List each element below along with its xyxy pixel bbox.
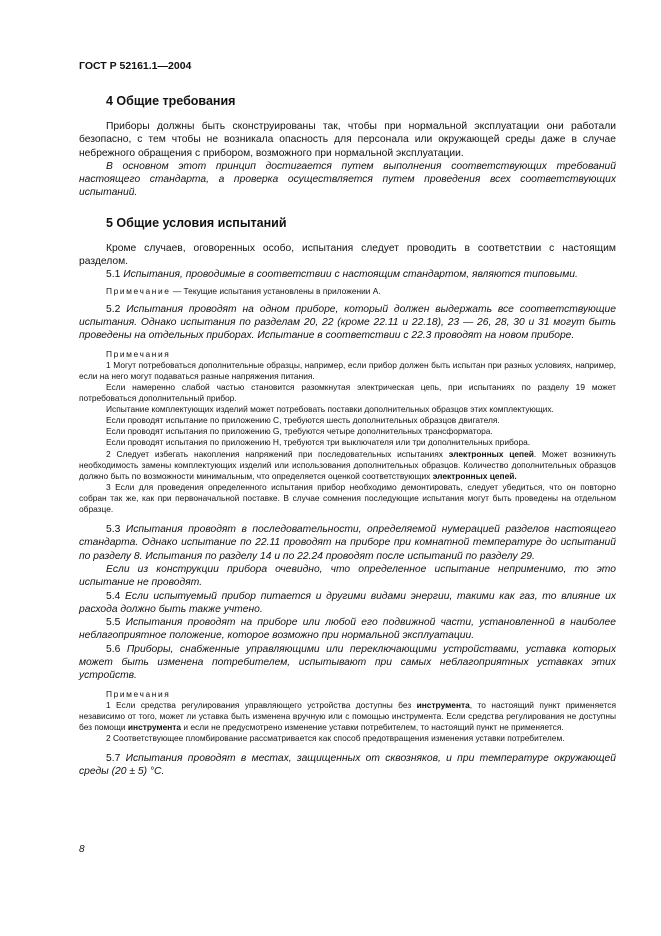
note-text: — Текущие испытания установлены в приложении А. (172, 285, 381, 296)
clause-text: Если испытуемый прибор питается и другими видами энергии, такими как газ, то влияние их расхода должно быть также учтено. (79, 590, 616, 615)
defined-term: электронных цепей. (432, 470, 517, 481)
clause-5-3-paragraph: Если из конструкции прибора очевидно, что определенное испытание неприменимо, то это испытание не проводят. (79, 563, 616, 589)
clause-number: 5.7 (106, 753, 121, 765)
note-3: 3 Если для проведения определенного испытания прибор необходимо демонтировать, следует убедиться, что он повторно собран так же, как при первоначальной поставке. В случае сомнения последующие испытания могут быть проведены на отдельном образце. (79, 481, 616, 514)
clause-5-2 (79, 303, 616, 343)
clause-text: Приборы, снабженные управляющими или переключающими устройствами, уставка которых может быть изменена потребителем, испытывают при самых неблагоприятных уставках этих устройств. (79, 643, 616, 682)
notes-label: Примечания (106, 688, 171, 699)
clause-number: 5.6 (106, 643, 121, 655)
page-number: 8 (79, 844, 85, 855)
clause-number: 5.2 (106, 303, 121, 315)
clause-number: 5.1 (106, 269, 121, 281)
clause-text: Испытания проводят на одном приборе, который должен выдержать все соответствующие испытания. Однако испытания по разделам 20, 22 (кроме 22.11 и 22.18), 23 — 26, 28, 30 и 31 могут быть проведены на отдельных приборах. Испытание в соответствии с 22.3 проводят на новом приборе. (79, 303, 616, 342)
note-text: . Может возникнуть необходимость замены комплектующих изделий или использования дополнительных образцов. Количество дополнительных образцов должно быть по возможности минимальным, что определяется оценкой соответствующих (79, 448, 617, 481)
clause-5-6 (79, 643, 616, 683)
defined-term: инструмента (416, 699, 470, 710)
note-text: 2 Следует избегать накопления напряжений при последовательных испытаниях (106, 448, 449, 459)
note-1-paragraph: Если проводят испытание по приложению С, требуются шесть дополнительных образцов двигателя. (106, 415, 500, 426)
note-1-paragraph: Если намеренно слабой частью становится разомкнутая электрическая цепь, при испытаниях по разделу 19 может потребоваться дополнительный прибор. (79, 381, 616, 404)
note-1: 1 Могут потребоваться дополнительные образцы, например, если прибор должен быть испытан при разных условиях, например, если на него могут подаваться разные напряжения питания. (79, 359, 616, 381)
section-4-title: 4 Общие требования (106, 94, 236, 108)
clause-number: 5.4 (106, 590, 121, 602)
section-4-paragraph-italic: В основном этот принцип достигается путем выполнения соответствующих требований настоящего стандарта, а проверка осуществляется путем проведения всех соответствующих испытаний. (79, 160, 616, 199)
note-1-paragraph: Если проводят испытания по приложению Н, требуются три выключателя или три дополнительных прибора. (106, 437, 531, 448)
note-text: , то настоящий пункт применяется независимо от того, может ли уставка быть изменена вручную или с помощью инструмента. Если средства регулирования не доступны без помощи (79, 699, 616, 732)
note-text: 1 Если средства регулирования управляющего устройства доступны без (106, 699, 417, 710)
defined-term: электронных цепей (448, 448, 534, 459)
clause-5-5 (79, 616, 616, 643)
document-id: ГОСТ Р 52161.1—2004 (79, 60, 192, 72)
clause-text: Испытания проводят в последовательности, определяемой нумерацией разделов настоящего стандарта. Однако испытание по 22.11 проводят на приборе при комнатной температуре до испытаний по разделу 8. Испытания по разделу 14 и по 22.24 проводят после испытаний по разделу 29. (79, 524, 616, 562)
note-2: 2 Соответствующее пломбирование рассматривается как способ предотвращения изменения уставки потребителем. (106, 733, 565, 743)
section-5-title: 5 Общие условия испытаний (106, 215, 287, 230)
note-label: Примечание (106, 285, 171, 296)
clause-text: Испытания проводят в местах, защищенных от сквозняков, и при температуре окружающей среды (20 ± 5) °С. (79, 753, 616, 778)
clause-5-4 (79, 590, 616, 617)
note-5-1 (79, 286, 616, 297)
notes-label: Примечания (106, 348, 171, 359)
clause-number: 5.3 (106, 524, 121, 536)
defined-term: инструмента (127, 721, 182, 732)
clause-5-3 (79, 523, 616, 563)
section-5-intro: Кроме случаев, оговоренных особо, испытания следует проводить в соответствии с настоящим разделом. (79, 242, 616, 268)
note-1-paragraph: Если проводят испытания по приложению G, требуются четыре дополнительных трансформатора. (106, 426, 493, 437)
clause-5-7 (79, 752, 616, 779)
note-2 (79, 449, 616, 482)
clause-text: Испытания, проводимые в соответствии с настоящим стандартом, являются типовыми. (123, 269, 578, 281)
note-1-paragraph: Испытание комплектующих изделий может потребовать поставки дополнительных образцов этих комплектующих. (106, 404, 554, 415)
page-content (79, 94, 616, 779)
note-text: и если не предусмотрено изменение уставки потребителем, то настоящий пункт не применяется. (181, 721, 564, 732)
note-1 (79, 700, 616, 733)
clause-number: 5.5 (106, 617, 121, 629)
clause-text: Испытания проводят на приборе или любой его подвижной части, установленной в наиболее неблагоприятное положение, которое возможно при нормальной эксплуатации. (79, 617, 616, 642)
clause-5-1 (79, 268, 616, 281)
section-4-paragraph: Приборы должны быть сконструированы так, чтобы при нормальной эксплуатации они работали безопасно, с тем чтобы не возникала опасность для персонала или окружающей среды даже в случае небрежного обращения с прибором, возможного при нормальной эксплуатации. (79, 121, 616, 159)
